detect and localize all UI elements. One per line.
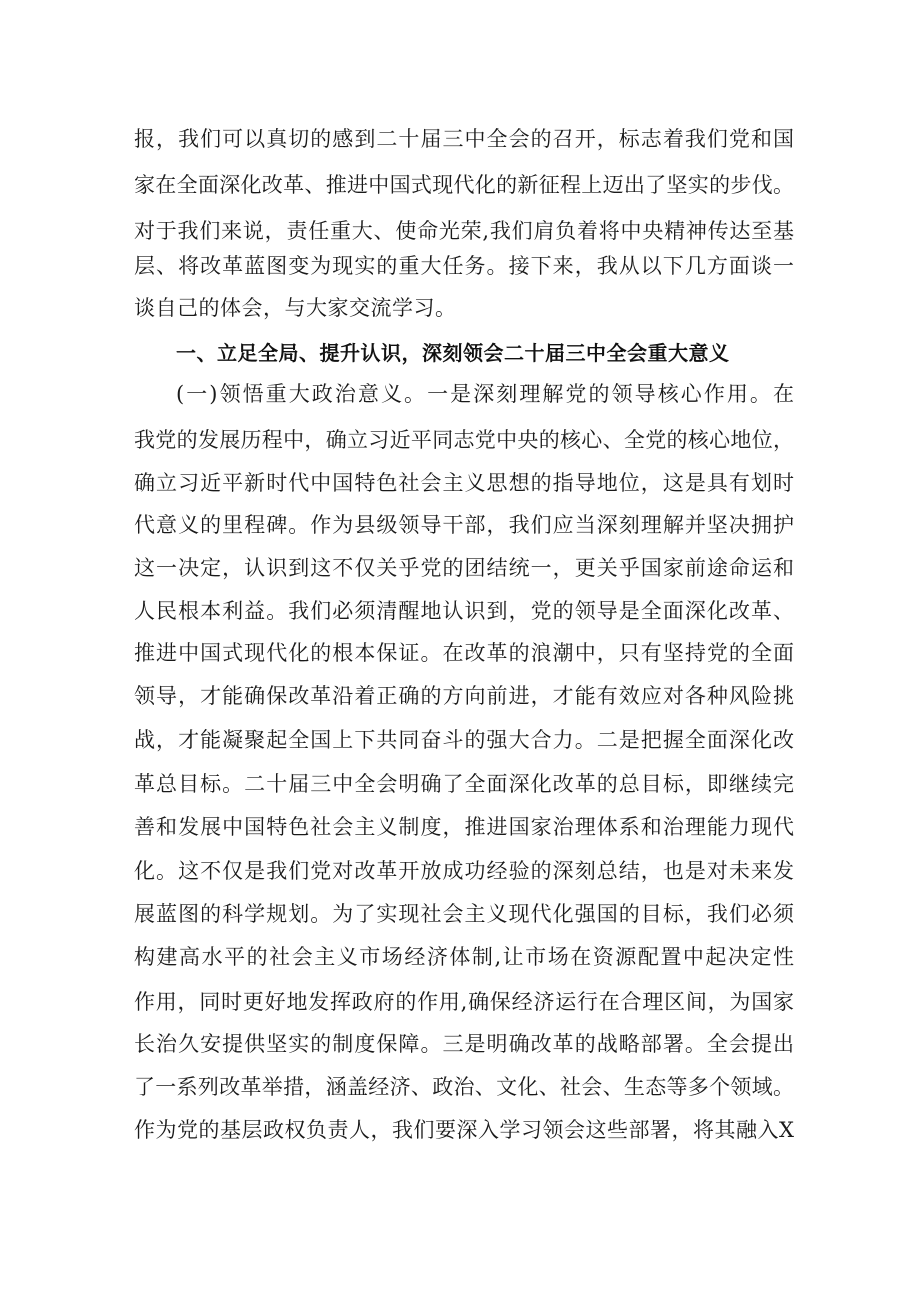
text-line-1: 报，我们可以真切的感到二十届三中全会的召开，标志着我们党和国 bbox=[134, 127, 794, 151]
text-line-9: 确立习近平新时代中国特色社会主义思想的指导地位，这是具有划时 bbox=[134, 471, 794, 495]
text-line-23: 了一系列改革举措，涵盖经济、政治、文化、社会、生态等多个领域。 bbox=[134, 1075, 794, 1099]
text-line-17: 善和发展中国特色社会主义制度，推进国家治理体系和治理能力现代 bbox=[134, 815, 794, 839]
text-line-16: 革总目标。二十届三中全会明确了全面深化改革的总目标，即继续完 bbox=[134, 772, 794, 796]
text-line-19: 展蓝图的科学规划。为了实现社会主义现代化强国的目标，我们必须 bbox=[134, 902, 794, 926]
text-line-2: 家在全面深化改革、推进中国式现代化的新征程上迈出了坚实的步伐。 bbox=[134, 173, 794, 197]
text-line-22: 长治久安提供坚实的制度保障。三是明确改革的战略部署。全会提出 bbox=[134, 1032, 794, 1056]
text-line-5: 谈自己的体会，与大家交流学习。 bbox=[134, 296, 457, 320]
text-line-7: (一)领悟重大政治意义。一是深刻理解党的领导核心作用。在 bbox=[176, 382, 794, 406]
text-line-8: 我党的发展历程中，确立习近平同志党中央的核心、全党的核心地位， bbox=[134, 428, 794, 452]
text-line-14: 领导，才能确保改革沿着正确的方向前进，才能有效应对各种风险挑 bbox=[134, 684, 794, 708]
text-line-11: 这一决定，认识到这不仅关乎党的团结统一，更关乎国家前途命运和 bbox=[134, 556, 794, 580]
text-line-24: 作为党的基层政权负责人，我们要深入学习领会这些部署，将其融入X bbox=[134, 1118, 794, 1142]
text-line-15: 战，才能凝聚起全国上下共同奋斗的强大合力。二是把握全面深化改 bbox=[134, 728, 794, 752]
text-line-13: 推进中国式现代化的根本保证。在改革的浪潮中，只有坚持党的全面 bbox=[134, 641, 794, 665]
section-heading: 一、立足全局、提升认识，深刻领会二十届三中全会重大意义 bbox=[176, 341, 730, 365]
text-line-4: 层、将改革蓝图变为现实的重大任务。接下来，我从以下几方面谈一 bbox=[134, 254, 794, 278]
text-line-20: 构建高水平的社会主义市场经济体制,让市场在资源配置中起决定性 bbox=[134, 945, 794, 969]
text-line-10: 代意义的里程碑。作为县级领导干部，我们应当深刻理解并坚决拥护 bbox=[134, 513, 794, 537]
text-line-12: 人民根本利益。我们必须清醒地认识到，党的领导是全面深化改革、 bbox=[134, 599, 794, 623]
text-line-3: 对于我们来说，责任重大、使命光荣,我们肩负着将中央精神传达至基 bbox=[134, 219, 794, 243]
text-line-21: 作用，同时更好地发挥政府的作用,确保经济运行在合理区间，为国家 bbox=[134, 990, 794, 1014]
text-line-18: 化。这不仅是我们党对改革开放成功经验的深刻总结，也是对未来发 bbox=[134, 859, 794, 883]
